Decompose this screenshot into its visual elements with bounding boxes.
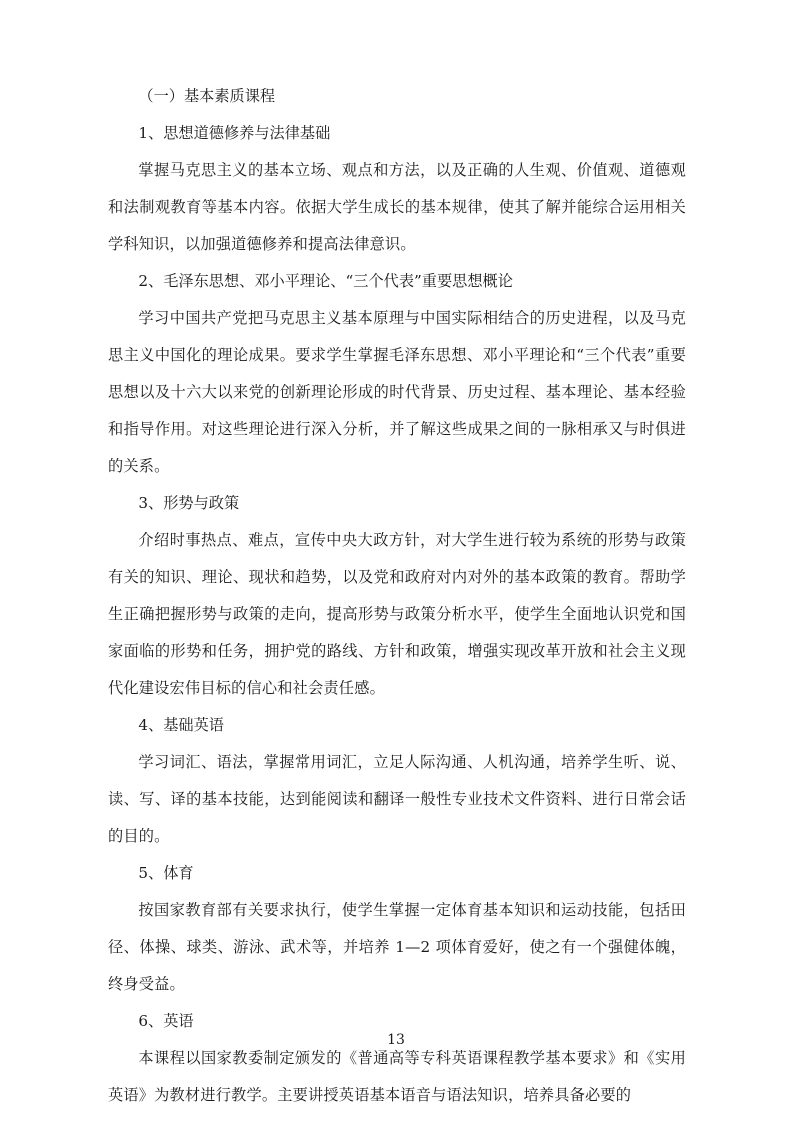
course-6-title: 6、英语 <box>138 1012 194 1030</box>
page-number: 13 <box>387 1032 405 1048</box>
course-2-title: 2、毛泽东思想、邓小平理论、“三个代表”重要思想概论 <box>138 272 513 290</box>
course-4-title: 4、基础英语 <box>138 716 224 734</box>
document-body <box>108 78 686 1114</box>
course-1-title: 1、思想道德修养与法律基础 <box>138 124 331 142</box>
course-6-body: 本课程以国家教委制定颁发的《普通高等专科英语课程教学基本要求》和《实用英语》为教材进行教学。主要讲授英语基本语音与语法知识，培养具备必要的 <box>108 1049 686 1104</box>
course-5-title: 5、体育 <box>138 864 194 882</box>
course-3-body: 介绍时事热点、难点，宣传中央大政方针，对大学生进行较为系统的形势与政策有关的知识、理论、现状和趋势，以及党和政府对内对外的基本政策的教育。帮助学生正确把握形势与政策的走向，提高形势与政策分析水平，使学生全面地认识党和国家面临的形势和任务，拥护党的路线、方针和政策，增强实现改革开放和社会主义现代化建设宏伟目标的信心和社会责任感。 <box>108 531 686 697</box>
section-title: （一）基本素质课程 <box>138 87 276 105</box>
course-5-body: 按国家教育部有关要求执行，使学生掌握一定体育基本知识和运动技能，包括田径、体操、球类、游泳、武术等，并培养 1—2 项体育爱好，使之有一个强健体魄，终身受益。 <box>108 901 686 993</box>
course-1-body: 掌握马克思主义的基本立场、观点和方法，以及正确的人生观、价值观、道德观和法制观教育等基本内容。依据大学生成长的基本规律，使其了解并能综合运用相关学科知识，以加强道德修养和提高法律意识。 <box>108 161 686 253</box>
course-3-title: 3、形势与政策 <box>138 494 240 512</box>
course-2-body: 学习中国共产党把马克思主义基本原理与中国实际相结合的历史进程，以及马克思主义中国化的理论成果。要求学生掌握毛泽东思想、邓小平理论和“三个代表”重要思想以及十六大以来党的创新理论形成的时代背景、历史过程、基本理论、基本经验和指导作用。对这些理论进行深入分析，并了解这些成果之间的一脉相承又与时俱进的关系。 <box>108 309 686 475</box>
course-4-body: 学习词汇、语法，掌握常用词汇，立足人际沟通、人机沟通，培养学生听、说、读、写、译的基本技能，达到能阅读和翻译一般性专业技术文件资料、进行日常会话的目的。 <box>108 753 686 845</box>
